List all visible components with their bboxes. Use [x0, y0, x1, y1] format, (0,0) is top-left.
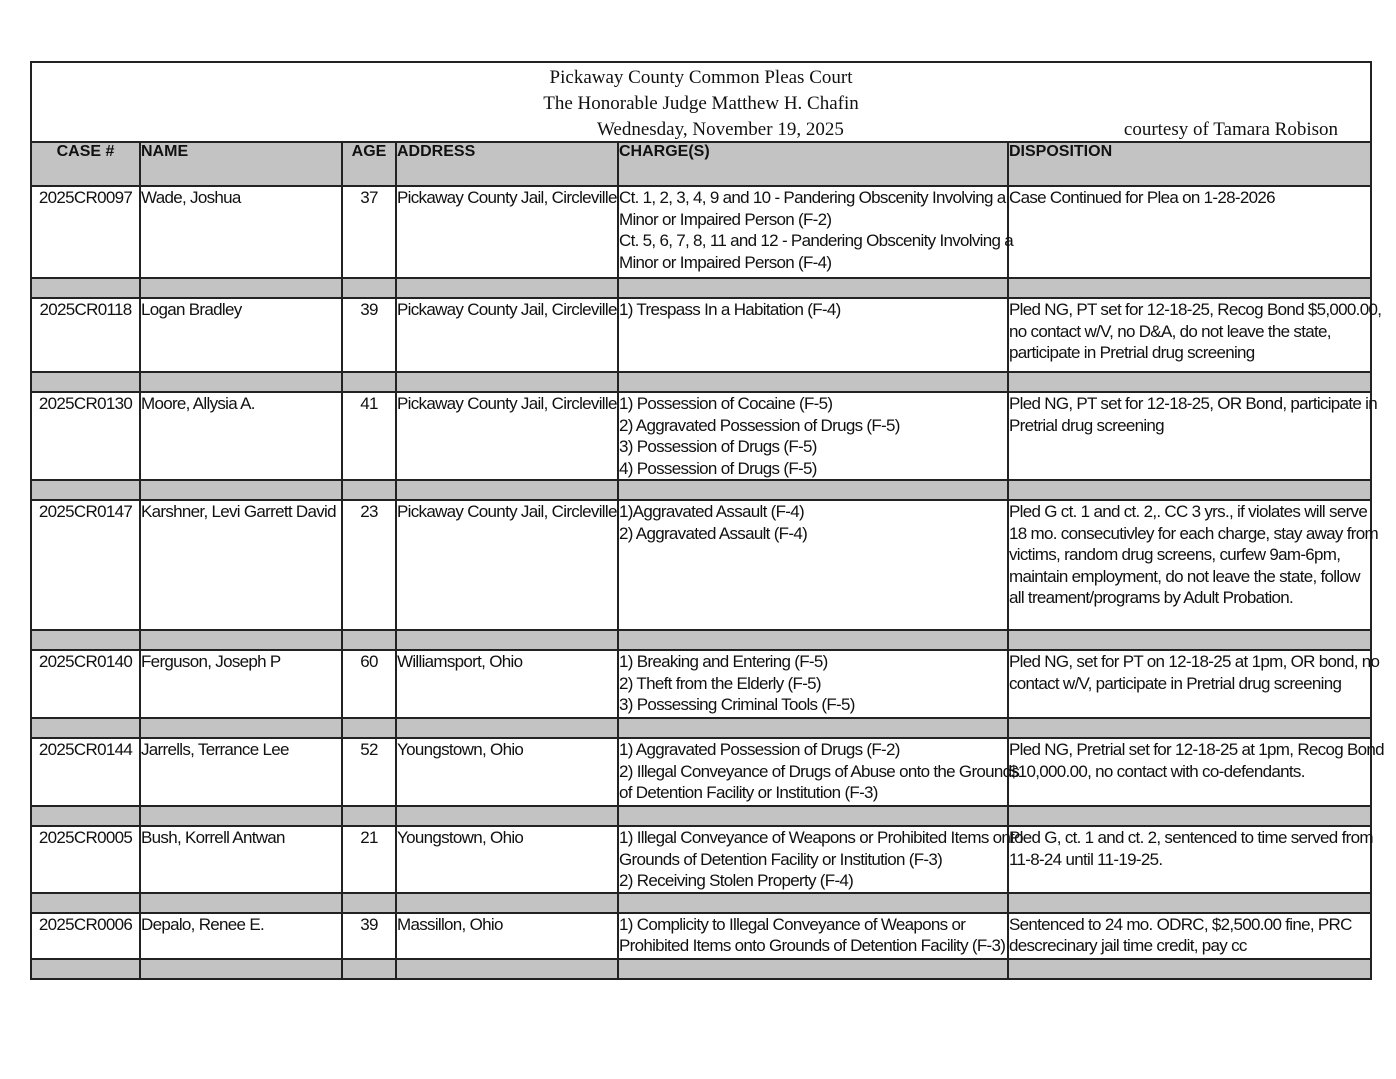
disposition-line: Pled NG, PT set for 12-18-25, OR Bond, participate in — [1009, 394, 1377, 413]
disposition-line: Pled G ct. 1 and ct. 2,. CC 3 yrs., if violates will serve — [1009, 502, 1368, 521]
case-row — [31, 186, 1371, 278]
charge-line: 2) Theft from the Elderly (F-5) — [619, 673, 821, 693]
court-name: Pickaway County Common Pleas Court — [549, 67, 853, 88]
separator-cell — [618, 893, 1008, 913]
separator-cell — [342, 372, 396, 392]
separator-cell — [31, 893, 140, 913]
charges-cell — [618, 826, 1023, 893]
disposition-cell — [1008, 298, 1382, 372]
case-row — [31, 500, 1371, 630]
disposition-line: Pled NG, set for PT on 12-18-25 at 1pm, OR bond, no — [1009, 652, 1380, 671]
separator-cell — [342, 718, 396, 738]
defendant-address: Pickaway County Jail, Circleville — [396, 500, 618, 630]
defendant-name: Ferguson, Joseph P — [140, 650, 342, 718]
charge-line: 4) Possession of Drugs (F-5) — [619, 458, 817, 478]
charges-cell — [618, 298, 1008, 372]
separator-cell — [1008, 959, 1371, 979]
defendant-age: 23 — [342, 500, 396, 630]
separator-cell — [396, 480, 618, 500]
separator-row — [31, 959, 1371, 979]
separator-cell — [396, 806, 618, 826]
courtesy-credit: courtesy of Tamara Robison — [1123, 119, 1339, 140]
charge-line: 1) Possession of Cocaine (F-5) — [619, 394, 833, 413]
separator-row — [31, 718, 1371, 738]
charge-line: 2) Illegal Conveyance of Drugs of Abuse onto the Grounds — [619, 761, 1020, 781]
disposition-line: Pretrial drug screening — [1009, 415, 1164, 435]
case-number: 2025CR0097 — [31, 186, 140, 278]
column-header-name: NAME — [140, 142, 342, 186]
charges-cell — [618, 913, 1008, 959]
disposition-line: Pled NG, Pretrial set for 12-18-25 at 1pm, Recog Bond — [1009, 740, 1384, 759]
separator-cell — [342, 278, 396, 298]
separator-cell — [342, 480, 396, 500]
separator-cell — [396, 630, 618, 650]
charge-line: 3) Possessing Criminal Tools (F-5) — [619, 695, 855, 714]
case-number: 2025CR0006 — [31, 913, 140, 959]
defendant-name: Bush, Korrell Antwan — [140, 826, 342, 893]
case-number: 2025CR0144 — [31, 738, 140, 806]
charges-cell — [618, 738, 1020, 806]
judge-name: The Honorable Judge Matthew H. Chafin — [543, 93, 859, 114]
charge-line: 2) Aggravated Possession of Drugs (F-5) — [619, 415, 900, 435]
disposition-line: contact w/V, participate in Pretrial drug screening — [1009, 673, 1342, 693]
separator-cell — [31, 718, 140, 738]
defendant-age: 60 — [342, 650, 396, 718]
case-row — [31, 650, 1371, 718]
defendant-name: Wade, Joshua — [140, 186, 342, 278]
charge-line: Prohibited Items onto Grounds of Detention Facility (F-3) — [619, 936, 1006, 955]
disposition-line: participate in Pretrial drug screening — [1009, 343, 1255, 362]
separator-cell — [140, 959, 342, 979]
separator-cell — [342, 806, 396, 826]
case-row — [31, 298, 1371, 372]
separator-cell — [140, 278, 342, 298]
defendant-age: 37 — [342, 186, 396, 278]
charge-line: Ct. 5, 6, 7, 8, 11 and 12 - Pandering Obscenity Involving a — [619, 231, 1014, 250]
separator-cell — [618, 806, 1008, 826]
disposition-line: Case Continued for Plea on 1-28-2026 — [1009, 188, 1275, 207]
separator-row — [31, 806, 1371, 826]
disposition-cell — [1008, 392, 1377, 480]
column-header-charges: CHARGE(S) — [618, 142, 1008, 186]
defendant-age: 39 — [342, 913, 396, 959]
separator-row — [31, 372, 1371, 392]
separator-cell — [140, 718, 342, 738]
separator-cell — [396, 372, 618, 392]
defendant-name: Karshner, Levi Garrett David — [140, 500, 342, 630]
charges-cell — [618, 650, 1008, 718]
case-number: 2025CR0140 — [31, 650, 140, 718]
charge-line: 2) Receiving Stolen Property (F-4) — [619, 871, 854, 890]
column-header-address: ADDRESS — [396, 142, 618, 186]
disposition-line: 11-8-24 until 11-19-25. — [1009, 849, 1163, 869]
column-header-case: CASE # — [31, 142, 140, 186]
charge-line: 2) Aggravated Assault (F-4) — [619, 523, 808, 543]
defendant-address: Williamsport, Ohio — [396, 650, 618, 718]
docket-date: Wednesday, November 19, 2025 — [597, 119, 844, 140]
defendant-name: Jarrells, Terrance Lee — [140, 738, 342, 806]
docket-title-block — [31, 62, 1371, 142]
defendant-address: Pickaway County Jail, Circleville — [396, 186, 618, 278]
case-row — [31, 913, 1371, 959]
charge-line: 1)Aggravated Assault (F-4) — [619, 502, 804, 521]
defendant-name: Moore, Allysia A. — [140, 392, 342, 480]
separator-cell — [618, 718, 1008, 738]
disposition-line: all treament/programs by Adult Probation. — [1009, 588, 1294, 607]
disposition-line: $10,000.00, no contact with co-defendants. — [1009, 761, 1305, 781]
court-docket-table — [30, 61, 1384, 980]
disposition-line: Pled NG, PT set for 12-18-25, Recog Bond $5,000.00, — [1009, 300, 1382, 319]
separator-cell — [396, 718, 618, 738]
separator-cell — [618, 959, 1008, 979]
separator-row — [31, 278, 1371, 298]
charge-line: 1) Trespass In a Habitation (F-4) — [619, 300, 841, 319]
disposition-line: descrecinary jail time credit, pay cc — [1009, 936, 1247, 955]
defendant-address: Youngstown, Ohio — [396, 738, 618, 806]
defendant-name: Logan Bradley — [140, 298, 342, 372]
column-header-age: AGE — [342, 142, 396, 186]
charge-line: 3) Possession of Drugs (F-5) — [619, 437, 817, 456]
disposition-line: maintain employment, do not leave the state, follow — [1009, 566, 1360, 586]
defendant-age: 52 — [342, 738, 396, 806]
separator-row — [31, 630, 1371, 650]
separator-cell — [1008, 718, 1371, 738]
separator-cell — [396, 893, 618, 913]
column-header-disposition: DISPOSITION — [1008, 142, 1371, 186]
case-number: 2025CR0147 — [31, 500, 140, 630]
separator-cell — [1008, 893, 1371, 913]
disposition-line: victims, random drug screens, curfew 9am-6pm, — [1009, 545, 1341, 564]
separator-cell — [31, 278, 140, 298]
separator-cell — [140, 893, 342, 913]
separator-cell — [618, 278, 1008, 298]
disposition-cell — [1008, 738, 1384, 806]
separator-cell — [1008, 806, 1371, 826]
disposition-cell — [1008, 186, 1371, 278]
case-number: 2025CR0005 — [31, 826, 140, 893]
separator-cell — [1008, 480, 1371, 500]
separator-cell — [140, 480, 342, 500]
defendant-age: 21 — [342, 826, 396, 893]
charges-cell — [618, 500, 1008, 630]
column-header-row — [31, 142, 1371, 186]
disposition-cell — [1008, 913, 1371, 959]
separator-cell — [140, 630, 342, 650]
charge-line: Minor or Impaired Person (F-2) — [619, 209, 832, 229]
separator-cell — [618, 480, 1008, 500]
defendant-age: 39 — [342, 298, 396, 372]
disposition-cell — [1008, 500, 1378, 630]
case-row — [31, 738, 1371, 806]
charge-line: Minor or Impaired Person (F-4) — [619, 252, 832, 272]
separator-cell — [31, 630, 140, 650]
case-row — [31, 826, 1371, 893]
case-row — [31, 392, 1371, 480]
separator-cell — [396, 959, 618, 979]
defendant-address: Pickaway County Jail, Circleville — [396, 392, 618, 480]
charge-line: 1) Complicity to Illegal Conveyance of Weapons or — [619, 914, 966, 934]
charges-cell — [618, 186, 1014, 278]
disposition-cell — [1008, 650, 1380, 718]
separator-cell — [618, 630, 1008, 650]
case-number: 2025CR0118 — [31, 298, 140, 372]
separator-cell — [1008, 278, 1371, 298]
separator-cell — [140, 372, 342, 392]
charge-line: Grounds of Detention Facility or Institution (F-3) — [619, 849, 943, 869]
defendant-name: Depalo, Renee E. — [140, 913, 342, 959]
disposition-line: Pled G, ct. 1 and ct. 2, sentenced to time served from — [1009, 828, 1373, 847]
separator-cell — [342, 630, 396, 650]
separator-cell — [31, 959, 140, 979]
charge-line: 1) Illegal Conveyance of Weapons or Prohibited Items onto — [619, 828, 1023, 847]
separator-row — [31, 480, 1371, 500]
charges-cell — [618, 392, 1008, 480]
disposition-line: Sentenced to 24 mo. ODRC, $2,500.00 fine, PRC — [1009, 914, 1352, 934]
separator-row — [31, 893, 1371, 913]
defendant-address: Pickaway County Jail, Circleville — [396, 298, 618, 372]
separator-cell — [396, 278, 618, 298]
separator-cell — [140, 806, 342, 826]
separator-cell — [618, 372, 1008, 392]
case-number: 2025CR0130 — [31, 392, 140, 480]
separator-cell — [31, 372, 140, 392]
charge-line: 1) Aggravated Possession of Drugs (F-2) — [619, 740, 900, 759]
charge-line: 1) Breaking and Entering (F-5) — [619, 652, 828, 671]
separator-cell — [31, 806, 140, 826]
defendant-age: 41 — [342, 392, 396, 480]
separator-cell — [31, 480, 140, 500]
separator-cell — [342, 959, 396, 979]
separator-cell — [1008, 630, 1371, 650]
defendant-address: Youngstown, Ohio — [396, 826, 618, 893]
disposition-line: 18 mo. consecutivley for each charge, stay away from — [1009, 523, 1378, 543]
disposition-line: no contact w/V, no D&A, do not leave the state, — [1009, 321, 1331, 341]
separator-cell — [342, 893, 396, 913]
charge-line: Ct. 1, 2, 3, 4, 9 and 10 - Pandering Obscenity Involving a — [619, 188, 1006, 207]
defendant-address: Massillon, Ohio — [396, 913, 618, 959]
separator-cell — [1008, 372, 1371, 392]
disposition-cell — [1008, 826, 1371, 893]
charge-line: of Detention Facility or Institution (F-3) — [619, 783, 878, 802]
case-rows — [31, 186, 1384, 979]
